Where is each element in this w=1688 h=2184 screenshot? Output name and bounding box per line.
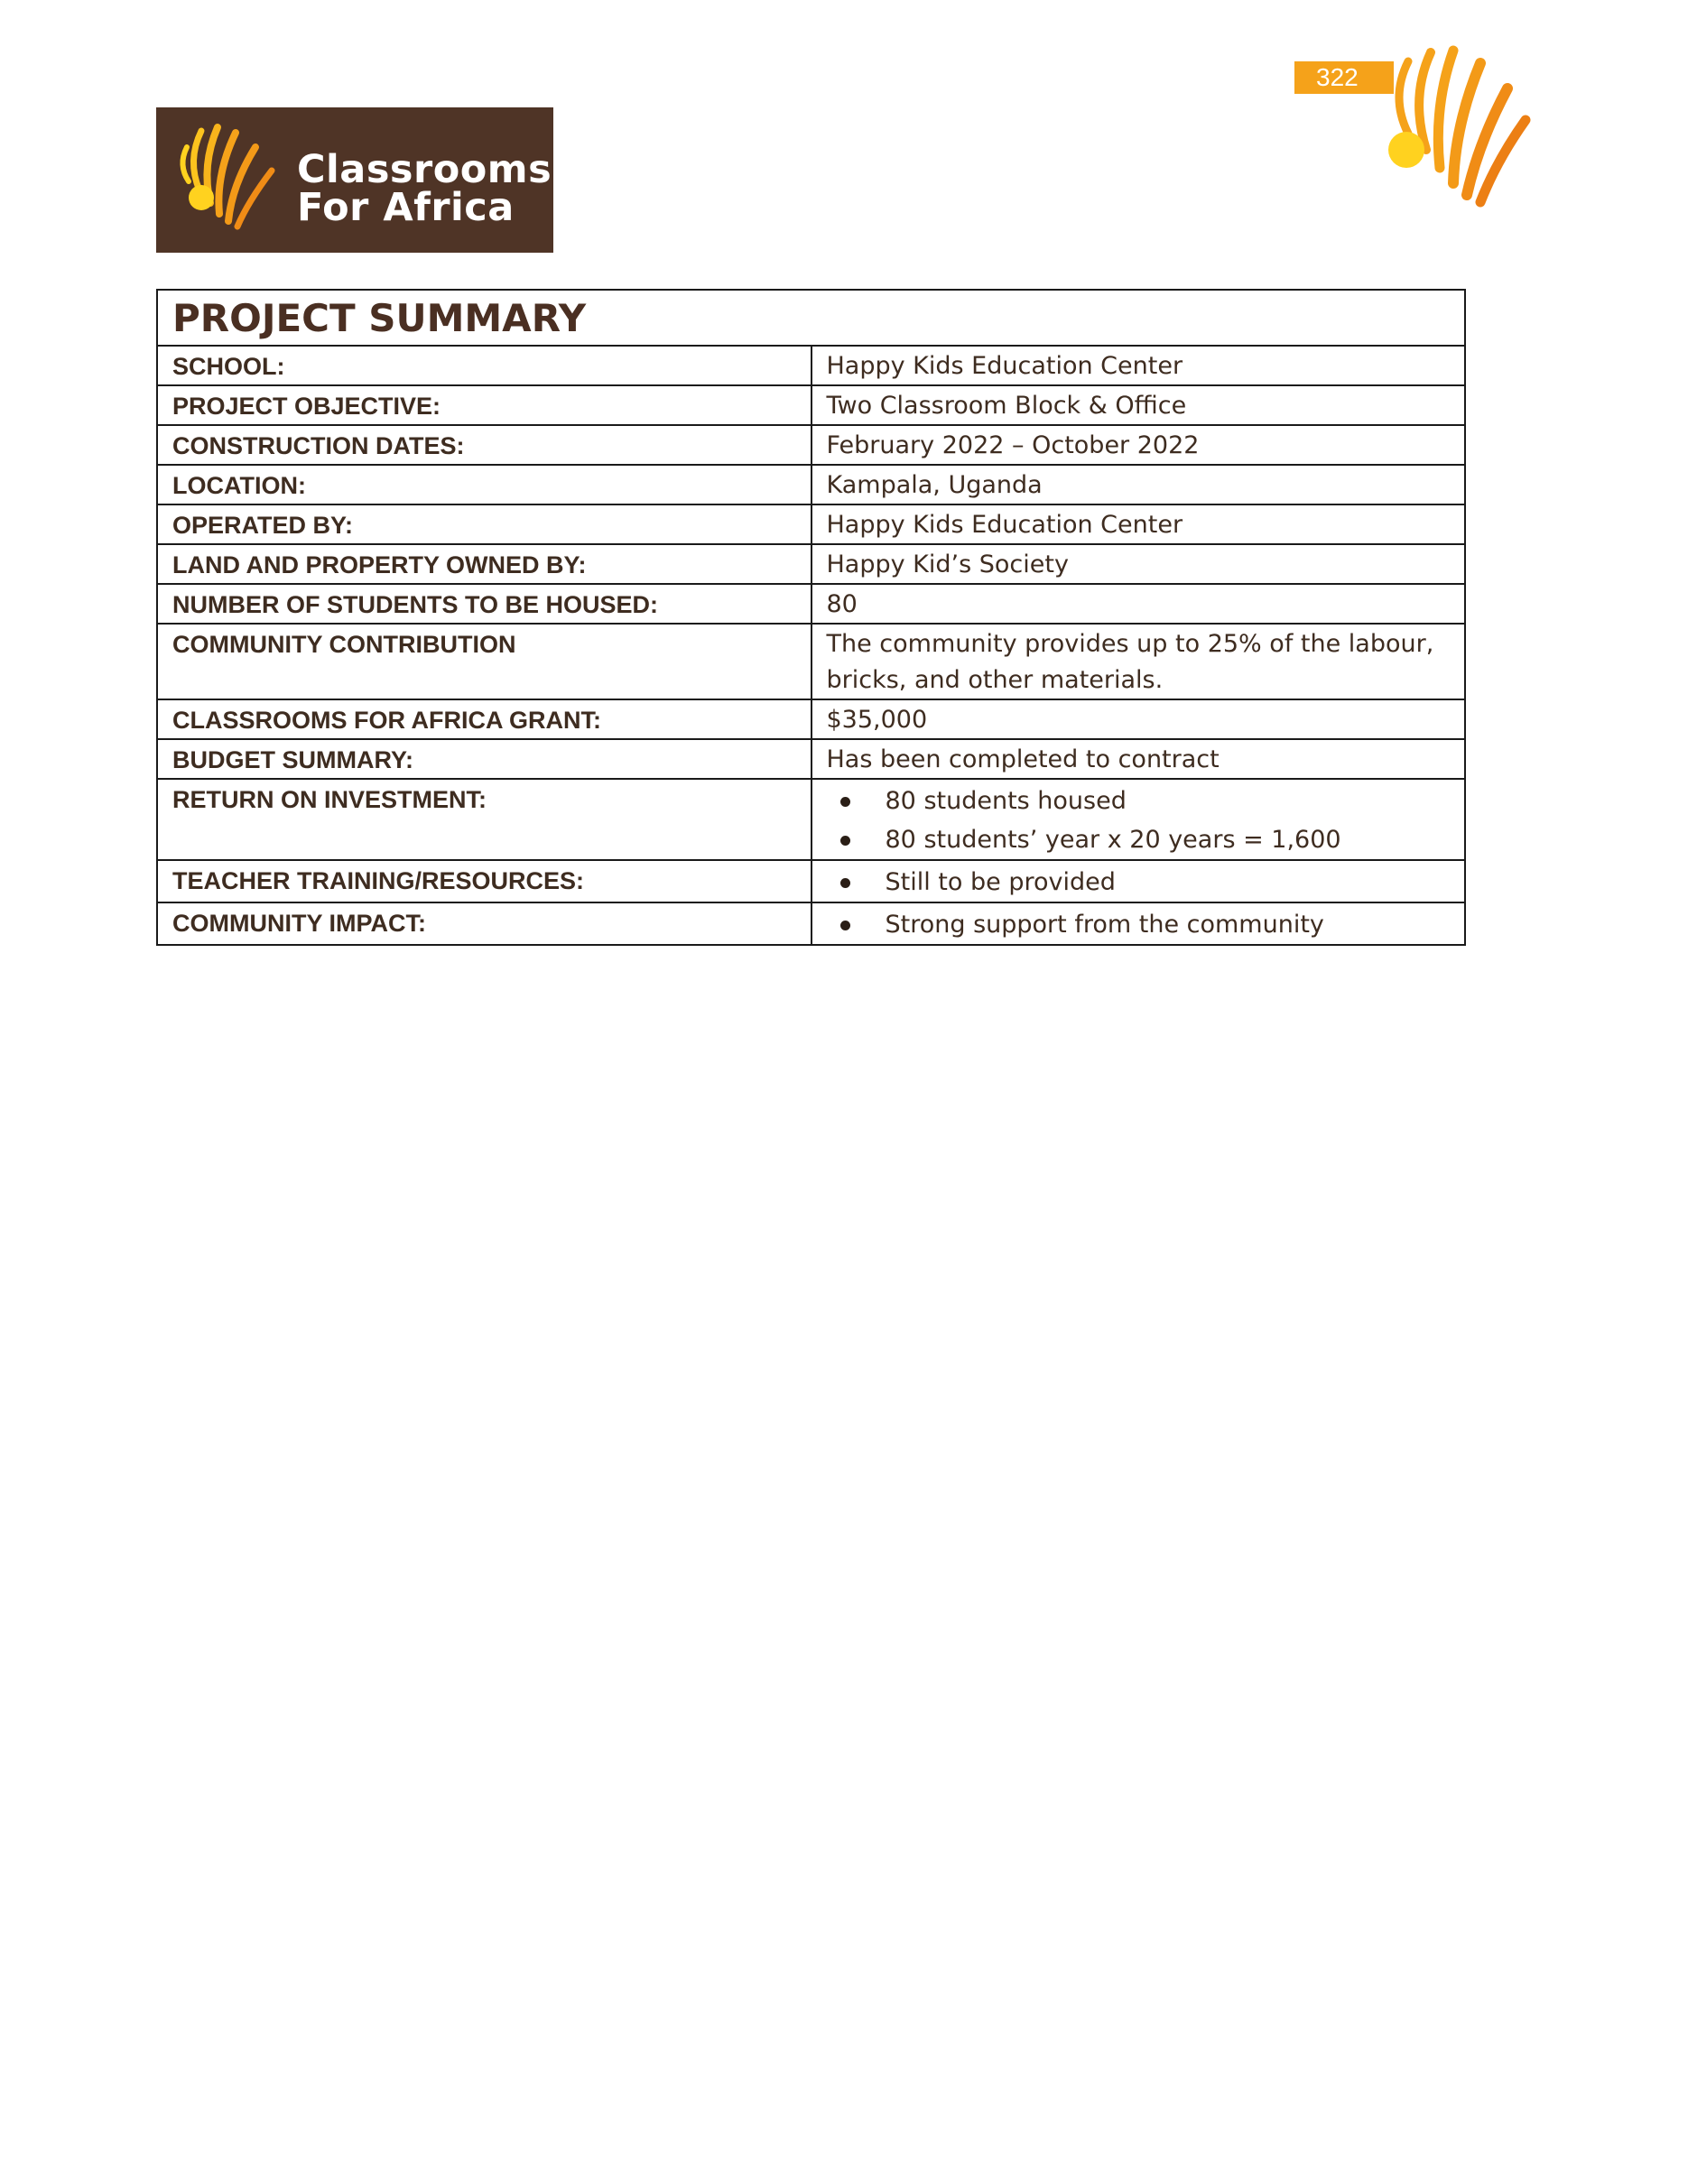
row-value: Happy Kids Education Center (812, 504, 1466, 544)
bullet-list (827, 782, 1465, 859)
table-row (157, 779, 1465, 860)
row-value: Has been completed to contract (812, 739, 1466, 779)
row-label: TEACHER TRAINING/RESOURCES: (157, 860, 812, 902)
table-row (157, 902, 1465, 945)
row-label: COMMUNITY CONTRIBUTION (157, 624, 812, 699)
list-item: Still to be provided (827, 863, 1465, 902)
row-value: 80 (812, 584, 1466, 624)
table-title: PROJECT SUMMARY (157, 290, 1465, 346)
table-row (157, 465, 1465, 504)
row-label: PROJECT OBJECTIVE: (157, 385, 812, 425)
sun-rays-logo-icon (1354, 43, 1535, 215)
brand-name (297, 147, 552, 230)
classrooms-for-africa-logo (156, 107, 553, 253)
table-row (157, 544, 1465, 584)
row-label: COMMUNITY IMPACT: (157, 902, 812, 945)
page-number: 322 (1294, 61, 1394, 94)
row-label: OPERATED BY: (157, 504, 812, 544)
table-row (157, 860, 1465, 902)
row-label: LOCATION: (157, 465, 812, 504)
bullet-list (827, 905, 1465, 944)
table-row (157, 504, 1465, 544)
row-label: NUMBER OF STUDENTS TO BE HOUSED: (157, 584, 812, 624)
sun-rays-icon (169, 120, 286, 237)
row-label: RETURN ON INVESTMENT: (157, 779, 812, 860)
row-value: Happy Kid’s Society (812, 544, 1466, 584)
brand-name-line2: For Africa (297, 185, 515, 230)
table-row (157, 739, 1465, 779)
brand-name-line1: Classrooms (297, 147, 552, 192)
row-value (812, 860, 1466, 902)
row-value: $35,000 (812, 699, 1466, 739)
row-label: CONSTRUCTION DATES: (157, 425, 812, 465)
table-row (157, 346, 1465, 385)
row-value (812, 902, 1466, 945)
project-summary-table (156, 289, 1466, 946)
row-value: Two Classroom Block & Office (812, 385, 1466, 425)
table-row (157, 699, 1465, 739)
list-item: 80 students’ year x 20 years = 1,600 (827, 820, 1465, 859)
bullet-list (827, 863, 1465, 902)
row-label: BUDGET SUMMARY: (157, 739, 812, 779)
row-label: CLASSROOMS FOR AFRICA GRANT: (157, 699, 812, 739)
table-title-row (157, 290, 1465, 346)
list-item: Strong support from the community (827, 905, 1465, 944)
table-row (157, 624, 1465, 699)
list-item: 80 students housed (827, 782, 1465, 820)
row-label: SCHOOL: (157, 346, 812, 385)
row-value: The community provides up to 25% of the labour, bricks, and other materials. (812, 624, 1466, 699)
row-value: Kampala, Uganda (812, 465, 1466, 504)
table-row (157, 385, 1465, 425)
table-row (157, 584, 1465, 624)
row-value: February 2022 – October 2022 (812, 425, 1466, 465)
row-label: LAND AND PROPERTY OWNED BY: (157, 544, 812, 584)
row-value: Happy Kids Education Center (812, 346, 1466, 385)
table-row (157, 425, 1465, 465)
row-value (812, 779, 1466, 860)
